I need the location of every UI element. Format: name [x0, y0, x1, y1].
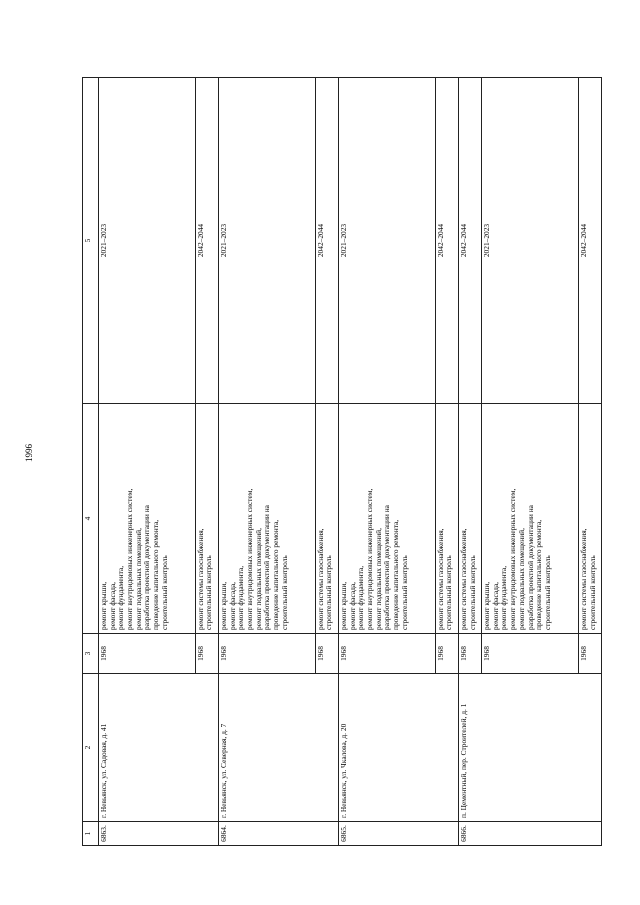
column-header-2: 2 [83, 674, 99, 822]
table-row [338, 78, 435, 846]
repair-work-item: ремонт внутридомовых инженерных систем, [244, 488, 254, 630]
row-number: 6864. [218, 822, 338, 846]
repair-work-item: ремонт подвальных помещений, [373, 528, 383, 630]
repair-work-item: проведение капитального ремонта, [534, 519, 544, 630]
column-header-4: 4 [83, 404, 99, 634]
repair-work-item: проведение капитального ремонта, [151, 519, 161, 630]
repair-work-item: ремонт фасада, [347, 582, 357, 630]
build-year: 1968 [218, 634, 315, 674]
repair-work-item: ремонт системы газоснабжения, [578, 528, 588, 630]
repair-work-item: ремонт внутридомовых инженерных систем, [508, 488, 518, 630]
table-row [98, 78, 195, 846]
repair-works-list [435, 404, 458, 634]
repair-works-list [98, 404, 195, 634]
column-header-5: 5 [83, 78, 99, 404]
repair-work-item: ремонт фундамента, [236, 565, 246, 630]
build-year: 1968 [98, 634, 195, 674]
repair-period: 2042–2044 [195, 78, 218, 404]
document-table-area [82, 78, 602, 846]
row-number: 6863. [98, 822, 218, 846]
page-number-wrap [20, 445, 38, 461]
repair-work-item: строительный контроль [444, 555, 454, 630]
repair-work-item: ремонт крыши, [338, 581, 348, 630]
repair-work-item: ремонт фундамента, [116, 565, 126, 630]
repair-work-item: ремонт системы газоснабжения, [195, 528, 205, 630]
table-row [458, 78, 481, 846]
repair-works-list [458, 404, 481, 634]
repair-work-item: ремонт внутридомовых инженерных систем, [364, 488, 374, 630]
build-year: 1968 [458, 634, 481, 674]
repair-period: 2021–2023 [338, 78, 435, 404]
column-header-1: 1 [83, 822, 99, 846]
repair-period: 2021–2023 [218, 78, 315, 404]
building-address: г. Невьянск, ул. Садовая, д. 41 [98, 674, 218, 822]
repair-work-item: строительный контроль [204, 555, 214, 630]
repair-work-item: разработка проектной документации на [262, 505, 272, 630]
repair-period: 2042–2044 [578, 78, 601, 404]
build-year: 1968 [435, 634, 458, 674]
building-address: г. Невьянск, ул. Северная, д. 7 [218, 674, 338, 822]
row-number: 6866. [458, 822, 601, 846]
build-year: 1968 [315, 634, 338, 674]
repair-work-item: ремонт крыши, [98, 581, 108, 630]
row-number: 6865. [338, 822, 458, 846]
repair-work-item: ремонт внутридомовых инженерных систем, [124, 488, 134, 630]
repair-work-item: ремонт подвальных помещений, [253, 528, 263, 630]
repair-work-item: строительный контроль [467, 555, 477, 630]
repair-work-item: разработка проектной документации на [382, 505, 392, 630]
repair-work-item: строительный контроль [543, 555, 553, 630]
repair-work-item: разработка проектной документации на [142, 505, 152, 630]
repair-period: 2021–2023 [98, 78, 195, 404]
repair-work-item: ремонт системы газоснабжения, [315, 528, 325, 630]
repair-work-item: разработка проектной документации на [525, 505, 535, 630]
repair-schedule-table [82, 77, 602, 846]
building-address: п. Цементный, пер. Строителей, д. 1 [458, 674, 601, 822]
repair-work-item: ремонт крыши, [481, 581, 491, 630]
repair-work-item: ремонт подвальных помещений, [133, 528, 143, 630]
repair-works-list [338, 404, 435, 634]
repair-works-list [315, 404, 338, 634]
repair-work-item: строительный контроль [279, 555, 289, 630]
repair-works-list [481, 404, 578, 634]
repair-work-item: ремонт подвальных помещений, [516, 528, 526, 630]
build-year: 1968 [195, 634, 218, 674]
repair-works-list [195, 404, 218, 634]
table-row [218, 78, 315, 846]
repair-work-item: ремонт системы газоснабжения, [435, 528, 445, 630]
repair-period: 2021–2023 [481, 78, 578, 404]
build-year: 1968 [578, 634, 601, 674]
building-address: г. Невьянск, ул. Чкалова, д. 20 [338, 674, 458, 822]
repair-works-list [218, 404, 315, 634]
repair-work-item: ремонт системы газоснабжения, [458, 528, 468, 630]
repair-work-item: ремонт крыши, [218, 581, 228, 630]
repair-work-item: строительный контроль [587, 555, 597, 630]
column-header-3: 3 [83, 634, 99, 674]
repair-work-item: ремонт фасада, [107, 582, 117, 630]
repair-work-item: ремонт фундамента, [499, 565, 509, 630]
rotated-table-container [82, 78, 602, 846]
build-year: 1968 [338, 634, 435, 674]
repair-work-item: ремонт фасада, [490, 582, 500, 630]
repair-work-item: строительный контроль [159, 555, 169, 630]
repair-work-item: ремонт фасада, [227, 582, 237, 630]
repair-work-item: проведение капитального ремонта, [391, 519, 401, 630]
repair-works-list [578, 404, 601, 634]
repair-work-item: строительный контроль [324, 555, 334, 630]
table-header-row [83, 78, 99, 846]
repair-work-item: ремонт фундамента, [356, 565, 366, 630]
repair-period: 2042–2044 [435, 78, 458, 404]
repair-period: 2042–2044 [315, 78, 338, 404]
repair-work-item: проведение капитального ремонта, [271, 519, 281, 630]
repair-period: 2042–2044 [458, 78, 481, 404]
build-year: 1968 [481, 634, 578, 674]
repair-work-item: строительный контроль [399, 555, 409, 630]
page-number: 1996 [24, 444, 34, 462]
